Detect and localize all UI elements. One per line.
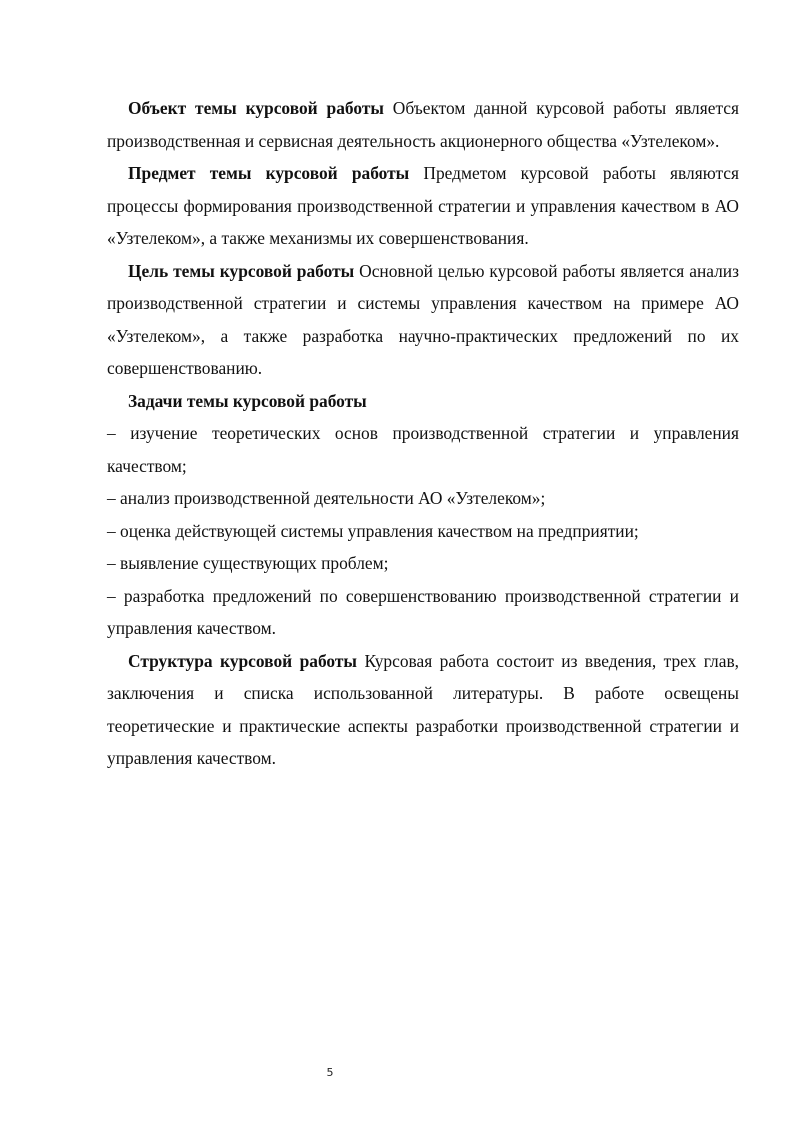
task-item-3: – оценка действующей системы управления качеством на предприятии; <box>107 520 639 541</box>
tasks-heading-paragraph <box>107 385 739 418</box>
object-heading: Объект темы курсовой работы <box>128 98 384 118</box>
task-item-5: – разработка предложений по совершенствованию производственной стратегии и управления качеством. <box>107 585 739 638</box>
goal-paragraph <box>107 255 739 385</box>
structure-heading: Структура курсовой работы <box>128 650 357 671</box>
goal-heading: Цель темы курсовой работы <box>128 260 355 281</box>
subject-text: Предметом курсовой работы являются процессы формирования производственной стратегии и управления качеством в АО «Узтелеком», а также механизмы их совершенствования. <box>107 163 739 248</box>
goal-text: Основной целью курсовой работы является анализ производственной стратегии и системы управления качеством на примере АО «Узтелеком», а также разработка научно-практических предложений по их совершенствованию. <box>107 260 739 378</box>
subject-heading: Предмет темы курсовой работы <box>128 163 410 183</box>
document-page <box>107 92 739 775</box>
tasks-heading: Задачи темы курсовой работы <box>128 390 367 411</box>
task-item-4: – выявление существующих проблем; <box>107 553 389 573</box>
structure-text: Курсовая работа состоит из введения, трех глав, заключения и списка использованной литературы. В работе освещены теоретические и практические аспекты разработки производственной стратегии и управления качеством. <box>107 650 739 768</box>
subject-paragraph <box>107 157 739 255</box>
task-item-2: – анализ производственной деятельности АО «Узтелеком»; <box>107 488 546 508</box>
structure-paragraph <box>107 645 739 775</box>
task-item-1: – изучение теоретических основ производственной стратегии и управления качеством; <box>107 423 739 476</box>
object-text: Объектом данной курсовой работы является производственная и сервисная деятельность акционерного общества «Узтелеком». <box>107 98 739 151</box>
object-paragraph <box>107 92 739 157</box>
page-number: 5 <box>326 1066 334 1079</box>
